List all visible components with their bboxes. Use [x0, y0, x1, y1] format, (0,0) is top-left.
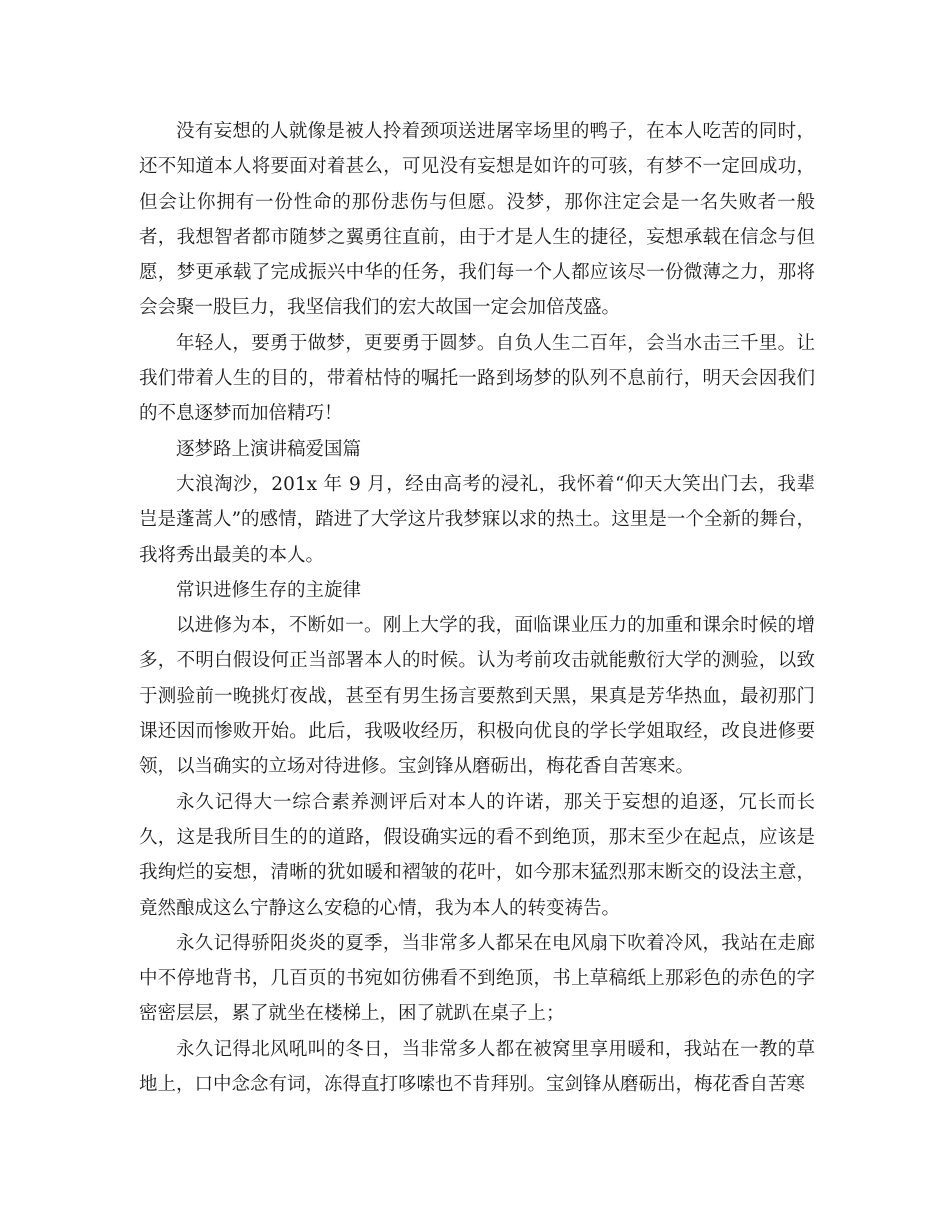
section-heading-study: 常识进修生存的主旋律	[176, 579, 362, 601]
paragraph-remember-promise: 永久记得大一综合素养测评后对本人的许诺，那关于妄想的追逐，冗长而长久，这是我所目生的的道路，假设确实远的看不到绝顶，那末至少在起点，应该是我绚烂的妄想，清晰的犹如暖和褶皱的花叶，如今那末猛烈那末断交的设法主意，竟然酿成这么宁静这么安稳的心情，我为本人的转变祷告。	[139, 791, 815, 919]
document-body	[139, 114, 815, 1102]
paragraph-young-people: 年轻人，要勇于做梦，更要勇于圆梦。自负人生二百年，会当水击三千里。让我们带着人生的目的，带着枯恃的嘱托一路到场梦的队列不息前行，明天会因我们的不息逐梦而加倍精巧！	[139, 332, 815, 425]
paragraph-dream-importance: 没有妄想的人就像是被人拎着颈项送进屠宰场里的鸭子，在本人吃苦的同时，还不知道本人将要面对着甚么，可见没有妄想是如许的可骇，有梦不一定回成功，但会让你拥有一份性命的那份悲伤与但愿。没梦，那你注定会是一名失败者一般者，我想智者都市随梦之翼勇往直前，由于才是人生的捷径，妄想承载在信念与但愿，梦更承载了完成振兴中华的任务，我们每一个人都应该尽一份微薄之力，那将会会聚一股巨力，我坚信我们的宏大故国一定会加倍茂盛。	[139, 121, 815, 319]
paragraph-remember-summer: 永久记得骄阳炎炎的夏季，当非常多人都呆在电风扇下吹着冷风，我站在走廊中不停地背书，几百页的书宛如彷佛看不到绝顶，书上草稿纸上那彩色的赤色的字密密层层，累了就坐在楼梯上，困了就趴在桌子上；	[139, 932, 815, 1025]
paragraph-remember-winter: 永久记得北风吼叫的冬日，当非常多人都在被窝里享用暖和，我站在一教的草地上，口中念念有词，冻得直打哆嗦也不肯拜别。宝剑锋从磨砺出，梅花香自苦寒	[139, 1038, 815, 1096]
paragraph-study-habits: 以进修为本，不断如一。刚上大学的我，面临课业压力的加重和课余时候的增多，不明白假设何正当部署本人的时候。认为考前攻击就能敷衍大学的测验，以致于测验前一晚挑灯夜战，甚至有男生扬言要熬到天黑，果真是芳华热血，最初那门课还因而惨败开始。此后，我吸收经历，积极向优良的学长学姐取经，改良进修要领，以当确实的立场对待进修。宝剑锋从磨砺出，梅花香自苦寒来。	[139, 615, 815, 778]
paragraph-college-entry: 大浪淘沙，201x 年 9 月，经由高考的浸礼，我怀着“仰天大笑出门去，我辈岂是蓬蒿人”的感情，踏进了大学这片我梦寐以求的热土。这里是一个全新的舞台，我将秀出最美的本人。	[139, 473, 815, 566]
section-heading-patriotic: 逐梦路上演讲稿爱国篇	[176, 438, 362, 460]
